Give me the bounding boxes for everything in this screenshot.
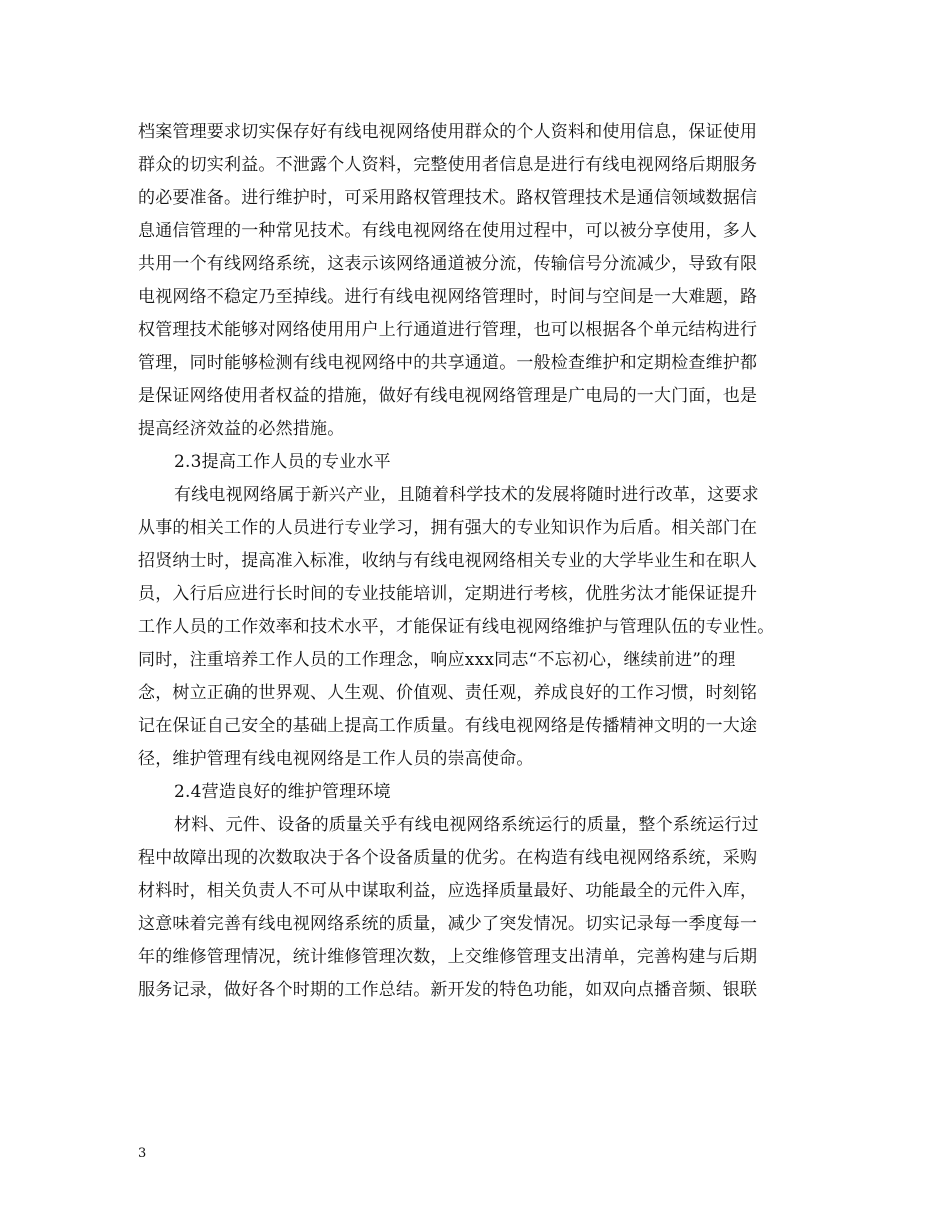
text-line: 年的维修管理情况，统计维修管理次数，上交维修管理支出清单，完善构建与后期 bbox=[138, 947, 758, 967]
text-line: 材料时，相关负责人不可从中谋取利益，应选择质量最好、功能最全的元件入库， bbox=[138, 881, 758, 901]
text-line: 管理，同时能够检测有线电视网络中的共享通道。一般检查维护和定期检查维护都 bbox=[138, 353, 758, 373]
text-line: 同时，注重培养工作人员的工作理念，响应xxx同志“不忘初心，继续前进”的理 bbox=[138, 650, 736, 670]
text-line: 有线电视网络属于新兴产业，且随着科学技术的发展将随时进行改革，这要求 bbox=[174, 485, 759, 505]
text-line: 念，树立正确的世界观、人生观、价值观、责任观，养成良好的工作习惯，时刻铭 bbox=[138, 683, 758, 703]
text-line: 员，入行后应进行长时间的专业技能培训，定期进行考核，优胜劣汰才能保证提升 bbox=[138, 584, 758, 604]
text-line: 的必要准备。进行维护时，可采用路权管理技术。路权管理技术是通信领域数据信 bbox=[138, 188, 758, 208]
text-line: 群众的切实利益。不泄露个人资料，完整使用者信息是进行有线电视网络后期服务 bbox=[138, 155, 758, 175]
text-line: 材料、元件、设备的质量关乎有线电视网络系统运行的质量，整个系统运行过 bbox=[174, 815, 759, 835]
text-line: 息通信管理的一种常见技术。有线电视网络在使用过程中，可以被分享使用，多人 bbox=[138, 221, 758, 241]
page-number: 3 bbox=[138, 1146, 147, 1161]
text-line: 权管理技术能够对网络使用用户上行通道进行管理，也可以根据各个单元结构进行 bbox=[138, 320, 758, 340]
text-line: 2.3提高工作人员的专业水平 bbox=[174, 452, 391, 472]
text-line: 这意味着完善有线电视网络系统的质量，减少了突发情况。切实记录每一季度每一 bbox=[138, 914, 758, 934]
text-line: 共用一个有线网络系统，这表示该网络通道被分流，传输信号分流减少，导致有限 bbox=[138, 254, 758, 274]
text-line: 2.4营造良好的维护管理环境 bbox=[174, 782, 391, 802]
text-line: 提高经济效益的必然措施。 bbox=[138, 419, 345, 439]
text-line: 是保证网络使用者权益的措施，做好有线电视网络管理是广电局的一大门面，也是 bbox=[138, 386, 758, 406]
text-line: 径，维护管理有线电视网络是工作人员的崇高使命。 bbox=[138, 749, 534, 769]
text-line: 从事的相关工作的人员进行专业学习，拥有强大的专业知识作为后盾。相关部门在 bbox=[138, 518, 758, 538]
text-line: 工作人员的工作效率和技术水平，才能保证有线电视网络维护与管理队伍的专业性。 bbox=[138, 617, 775, 637]
text-line: 招贤纳士时，提高准入标准，收纳与有线电视网络相关专业的大学毕业生和在职人 bbox=[138, 551, 758, 571]
body-text bbox=[138, 116, 828, 1007]
text-line: 服务记录，做好各个时期的工作总结。新开发的特色功能，如双向点播音频、银联 bbox=[138, 980, 758, 1000]
text-line: 档案管理要求切实保存好有线电视网络使用群众的个人资料和使用信息，保证使用 bbox=[138, 122, 758, 142]
text-line: 记在保证自己安全的基础上提高工作质量。有线电视网络是传播精神文明的一大途 bbox=[138, 716, 758, 736]
text-line: 程中故障出现的次数取决于各个设备质量的优劣。在构造有线电视网络系统，采购 bbox=[138, 848, 758, 868]
text-line: 电视网络不稳定乃至掉线。进行有线电视网络管理时，时间与空间是一大难题，路 bbox=[138, 287, 758, 307]
